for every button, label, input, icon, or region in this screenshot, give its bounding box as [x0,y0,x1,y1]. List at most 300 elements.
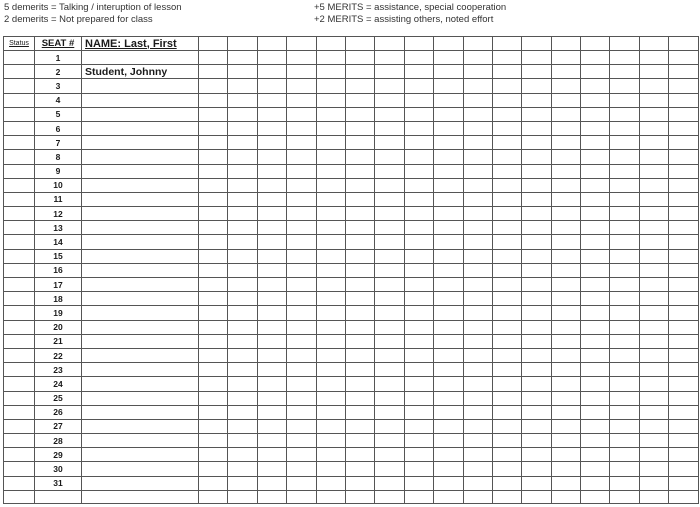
tracking-cell [345,164,374,178]
tracking-cell [345,51,374,65]
tracking-cell [639,434,668,448]
tracking-cell [581,79,610,93]
tracking-cell [316,292,345,306]
student-name [82,263,199,277]
status-cell [4,65,35,79]
tracking-cell [287,348,316,362]
tracking-cell [551,107,580,121]
tracking-cell [199,207,228,221]
tracking-cell [492,65,521,79]
tracking-cell [316,334,345,348]
tracking-cell [228,93,257,107]
tracking-cell [639,348,668,362]
tracking-cell [610,150,639,164]
student-row [4,419,699,433]
tracking-cell [669,391,698,405]
blank-cell [492,490,521,503]
tracking-cell [492,192,521,206]
tracking-cell [316,363,345,377]
tracking-cell [287,391,316,405]
status-cell [4,476,35,490]
seat-header: SEAT # [35,37,82,51]
student-name [82,249,199,263]
tracking-cell [669,93,698,107]
tracking-cell [375,263,404,277]
tracking-cell [287,419,316,433]
seating-chart-table [3,36,699,504]
student-row [4,136,699,150]
student-row [4,334,699,348]
tracking-cell [492,136,521,150]
tracking-cell [463,150,492,164]
tracking-cell [287,93,316,107]
tracking-cell [345,79,374,93]
tracking-cell [257,448,286,462]
tracking-cell [522,221,551,235]
tracking-cell [551,292,580,306]
tracking-cell [345,249,374,263]
tracking-cell [316,348,345,362]
tracking-cell [287,178,316,192]
tracking-cell [316,37,345,51]
tracking-cell [199,235,228,249]
student-row [4,178,699,192]
student-row [4,150,699,164]
tracking-cell [404,235,433,249]
tracking-cell [581,121,610,135]
student-row [4,235,699,249]
tracking-cell [434,320,463,334]
tracking-cell [581,65,610,79]
tracking-cell [610,434,639,448]
student-name [82,306,199,320]
tracking-cell [375,348,404,362]
tracking-cell [551,320,580,334]
tracking-cell [639,320,668,334]
tracking-cell [551,65,580,79]
tracking-cell [287,221,316,235]
tracking-cell [610,93,639,107]
tracking-cell [581,107,610,121]
tracking-cell [522,121,551,135]
tracking-cell [669,121,698,135]
tracking-cell [199,65,228,79]
demerits-legend [4,2,182,26]
tracking-cell [434,65,463,79]
student-row [4,278,699,292]
tracking-cell [639,178,668,192]
tracking-cell [639,405,668,419]
tracking-cell [581,462,610,476]
tracking-cell [522,136,551,150]
tracking-cell [228,65,257,79]
tracking-cell [639,391,668,405]
tracking-cell [610,207,639,221]
tracking-cell [375,235,404,249]
tracking-cell [199,462,228,476]
tracking-cell [316,107,345,121]
tracking-cell [228,207,257,221]
tracking-cell [199,51,228,65]
tracking-cell [522,65,551,79]
tracking-cell [316,263,345,277]
tracking-cell [375,448,404,462]
blank-cell [639,490,668,503]
tracking-cell [345,93,374,107]
tracking-cell [404,121,433,135]
tracking-cell [492,121,521,135]
tracking-cell [492,476,521,490]
tracking-cell [522,278,551,292]
tracking-cell [551,192,580,206]
tracking-cell [228,37,257,51]
tracking-cell [287,320,316,334]
student-name [82,320,199,334]
tracking-cell [669,150,698,164]
tracking-cell [669,235,698,249]
tracking-cell [316,377,345,391]
tracking-cell [639,207,668,221]
tracking-cell [345,107,374,121]
tracking-cell [199,391,228,405]
tracking-cell [551,249,580,263]
tracking-cell [375,164,404,178]
tracking-cell [551,306,580,320]
tracking-cell [639,306,668,320]
tracking-cell [669,164,698,178]
tracking-cell [463,377,492,391]
tracking-cell [404,476,433,490]
tracking-cell [492,434,521,448]
tracking-cell [287,292,316,306]
tracking-cell [610,320,639,334]
tracking-cell [551,178,580,192]
student-name [82,448,199,462]
tracking-cell [316,249,345,263]
tracking-cell [581,150,610,164]
tracking-cell [669,405,698,419]
tracking-cell [610,462,639,476]
tracking-cell [257,93,286,107]
tracking-cell [522,320,551,334]
tracking-cell [492,391,521,405]
tracking-cell [551,405,580,419]
tracking-cell [669,348,698,362]
tracking-cell [287,448,316,462]
seat-number: 18 [35,292,82,306]
tracking-cell [610,419,639,433]
tracking-cell [257,51,286,65]
seat-number: 21 [35,334,82,348]
tracking-cell [551,164,580,178]
tracking-cell [581,334,610,348]
tracking-cell [345,37,374,51]
tracking-cell [492,164,521,178]
tracking-cell [287,164,316,178]
tracking-cell [228,121,257,135]
tracking-cell [551,334,580,348]
tracking-cell [257,363,286,377]
tracking-cell [257,65,286,79]
seat-number: 15 [35,249,82,263]
tracking-cell [316,207,345,221]
tracking-cell [434,434,463,448]
student-row [4,221,699,235]
tracking-cell [522,405,551,419]
tracking-cell [639,164,668,178]
merits-legend [314,2,506,26]
tracking-cell [669,462,698,476]
tracking-cell [316,164,345,178]
tracking-cell [404,136,433,150]
tracking-cell [404,292,433,306]
tracking-cell [522,391,551,405]
tracking-cell [375,150,404,164]
tracking-cell [551,235,580,249]
tracking-cell [463,363,492,377]
tracking-cell [375,391,404,405]
seat-number: 31 [35,476,82,490]
student-name [82,192,199,206]
tracking-cell [228,79,257,93]
tracking-cell [375,476,404,490]
tracking-cell [610,391,639,405]
tracking-cell [228,434,257,448]
student-row [4,79,699,93]
seat-number: 20 [35,320,82,334]
tracking-cell [639,221,668,235]
tracking-cell [581,249,610,263]
status-cell [4,448,35,462]
tracking-cell [669,192,698,206]
tracking-cell [199,405,228,419]
tracking-cell [404,221,433,235]
tracking-cell [551,391,580,405]
header-row [4,37,699,51]
tracking-cell [375,334,404,348]
tracking-cell [434,192,463,206]
tracking-cell [199,448,228,462]
tracking-cell [375,434,404,448]
seat-number: 26 [35,405,82,419]
tracking-cell [375,419,404,433]
status-cell [4,192,35,206]
tracking-cell [463,263,492,277]
tracking-cell [639,377,668,391]
tracking-cell [669,221,698,235]
tracking-cell [463,448,492,462]
tracking-cell [463,221,492,235]
tracking-cell [492,348,521,362]
status-cell [4,334,35,348]
seat-number: 16 [35,263,82,277]
tracking-cell [492,419,521,433]
tracking-cell [581,405,610,419]
tracking-cell [345,405,374,419]
tracking-cell [287,377,316,391]
blank-cell [199,490,228,503]
status-cell [4,320,35,334]
tracking-cell [375,320,404,334]
student-row [4,377,699,391]
footer-rule [3,503,109,504]
tracking-cell [228,405,257,419]
tracking-cell [522,235,551,249]
student-name [82,278,199,292]
tracking-cell [463,292,492,306]
tracking-cell [316,476,345,490]
seat-number: 29 [35,448,82,462]
tracking-cell [345,263,374,277]
blank-cell [610,490,639,503]
tracking-cell [434,363,463,377]
tracking-cell [463,192,492,206]
tracking-cell [345,462,374,476]
merit-rule: +2 MERITS = assisting others, noted effort [314,14,494,25]
tracking-cell [199,121,228,135]
tracking-cell [551,278,580,292]
blank-cell [287,490,316,503]
student-row [4,65,699,79]
tracking-cell [434,334,463,348]
tracking-cell [492,235,521,249]
status-cell [4,164,35,178]
tracking-cell [551,363,580,377]
tracking-cell [199,79,228,93]
tracking-cell [434,178,463,192]
student-row [4,51,699,65]
tracking-cell [434,391,463,405]
seat-number: 11 [35,192,82,206]
tracking-cell [199,249,228,263]
tracking-cell [610,405,639,419]
tracking-cell [610,377,639,391]
tracking-cell [581,37,610,51]
tracking-cell [581,136,610,150]
status-cell [4,136,35,150]
tracking-cell [522,107,551,121]
tracking-cell [199,178,228,192]
tracking-cell [522,363,551,377]
status-cell [4,150,35,164]
tracking-cell [316,448,345,462]
tracking-cell [199,377,228,391]
tracking-cell [375,363,404,377]
tracking-cell [581,207,610,221]
tracking-cell [404,419,433,433]
tracking-cell [316,306,345,320]
tracking-cell [287,65,316,79]
tracking-cell [669,434,698,448]
tracking-cell [434,136,463,150]
tracking-cell [316,178,345,192]
tracking-cell [434,249,463,263]
tracking-cell [345,334,374,348]
tracking-cell [345,363,374,377]
tracking-cell [463,249,492,263]
student-name [82,178,199,192]
student-row [4,292,699,306]
tracking-cell [639,448,668,462]
tracking-cell [551,136,580,150]
tracking-cell [581,306,610,320]
tracking-cell [492,377,521,391]
tracking-cell [228,150,257,164]
tracking-cell [463,391,492,405]
tracking-cell [404,249,433,263]
seat-number: 3 [35,79,82,93]
tracking-cell [669,249,698,263]
tracking-cell [199,292,228,306]
tracking-cell [228,306,257,320]
tracking-cell [581,164,610,178]
tracking-cell [639,476,668,490]
tracking-cell [463,207,492,221]
tracking-cell [551,348,580,362]
student-name [82,363,199,377]
seat-number: 12 [35,207,82,221]
tracking-cell [316,192,345,206]
tracking-cell [434,37,463,51]
status-cell [4,306,35,320]
tracking-cell [522,178,551,192]
blank-cell [375,490,404,503]
status-cell [4,434,35,448]
tracking-cell [404,448,433,462]
tracking-cell [581,178,610,192]
tracking-cell [287,278,316,292]
tracking-cell [404,462,433,476]
blank-cell [345,490,374,503]
tracking-cell [463,348,492,362]
tracking-cell [287,235,316,249]
tracking-cell [434,107,463,121]
tracking-cell [610,306,639,320]
tracking-cell [522,207,551,221]
tracking-cell [257,192,286,206]
tracking-cell [257,476,286,490]
tracking-cell [639,462,668,476]
blank-cell [4,490,35,503]
student-name: Student, Johnny [82,65,199,79]
tracking-cell [551,51,580,65]
tracking-cell [492,249,521,263]
tracking-cell [375,93,404,107]
tracking-cell [639,150,668,164]
tracking-cell [404,348,433,362]
tracking-cell [199,164,228,178]
tracking-cell [669,448,698,462]
student-row [4,192,699,206]
student-name [82,235,199,249]
tracking-cell [639,334,668,348]
tracking-cell [199,136,228,150]
student-row [4,405,699,419]
student-name [82,348,199,362]
tracking-cell [669,178,698,192]
tracking-cell [316,51,345,65]
tracking-cell [581,192,610,206]
tracking-cell [551,79,580,93]
student-row [4,476,699,490]
blank-cell [669,490,698,503]
status-cell [4,348,35,362]
tracking-cell [228,391,257,405]
tracking-cell [581,320,610,334]
tracking-cell [434,150,463,164]
tracking-cell [287,207,316,221]
tracking-cell [375,178,404,192]
